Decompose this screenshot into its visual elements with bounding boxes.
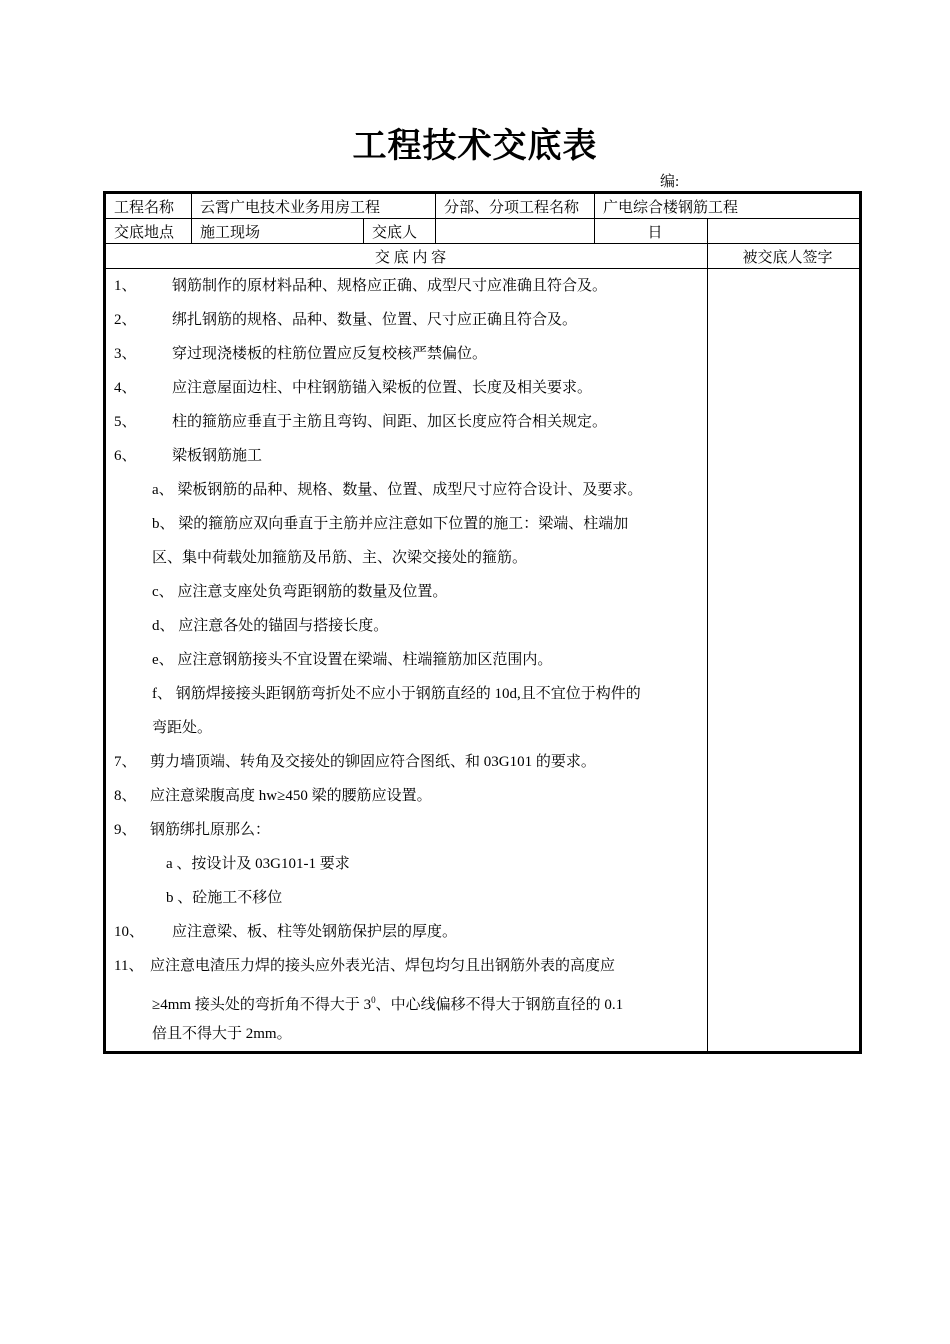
- list-item: 8、 应注意梁腹高度 hw≥450 梁的腰筋应设置。: [114, 788, 432, 804]
- list-item: 4、 应注意屋面边柱、中柱钢筋锚入梁板的位置、长度及相关要求。: [114, 380, 593, 396]
- row-content-header: [105, 244, 861, 269]
- row-content: [105, 269, 861, 1053]
- date-value: [708, 219, 861, 244]
- sub-item: c、 应注意支座处负弯距钢筋的数量及位置。: [152, 584, 448, 600]
- sub-item: e、 应注意钢筋接头不宜设置在梁端、柱端箍筋加区范围内。: [152, 652, 553, 668]
- list-item: 2、 绑扎钢筋的规格、品种、数量、位置、尺寸应正确且符合及。: [114, 312, 578, 328]
- list-item: 5、 柱的箍筋应垂直于主筋且弯钩、间距、加区长度应符合相关规定。: [114, 414, 608, 430]
- list-item: 3、 穿过现浇楼板的柱筋位置应反复校核严禁偏位。: [114, 346, 488, 362]
- sub-item-value: 广电综合楼钢筋工程: [595, 193, 861, 219]
- sub-item: a 、按设计及 03G101-1 要求: [166, 856, 350, 872]
- document-title: 工程技术交底表: [352, 128, 598, 165]
- content-cell: [105, 269, 708, 1053]
- sub-item: b、 梁的箍筋应双向垂直于主筋并应注意如下位置的施工：梁端、柱端加: [152, 516, 629, 532]
- list-item: 6、 梁板钢筋施工: [114, 448, 263, 464]
- list-item-continuation: ≥4mm 接头处的弯折角不得大于 $3^0$、中心线偏移不得大于钢筋直径的 0.1: [152, 995, 624, 1013]
- project-name-value: 云霄广电技术业务用房工程: [192, 193, 436, 219]
- sub-item-label: 分部、分项工程名称: [436, 193, 595, 219]
- list-item: 1、 钢筋制作的原材料品种、规格应正确、成型尺寸应准确且符合及。: [114, 278, 608, 294]
- list-item-continuation: 倍且不得大于 2mm。: [152, 1026, 292, 1042]
- handover-table: [103, 191, 862, 1054]
- presenter-label: 交底人: [364, 219, 436, 244]
- location-value: 施工现场: [192, 219, 364, 244]
- signature-cell[interactable]: [708, 269, 861, 1053]
- sub-item: a、 梁板钢筋的品种、规格、数量、位置、成型尺寸应符合设计、及要求。: [152, 482, 643, 498]
- list-item: 9、 钢筋绑扎原那么：: [114, 822, 271, 838]
- row-project: [105, 193, 861, 219]
- sub-item-continuation: 区、集中荷载处加箍筋及吊筋、主、次梁交接处的箍筋。: [152, 550, 528, 566]
- row-location: [105, 219, 861, 244]
- sub-item: b 、砼施工不移位: [166, 890, 283, 906]
- code-label: 编:: [660, 174, 680, 190]
- presenter-value: [436, 219, 595, 244]
- sub-item-continuation: 弯距处。: [152, 720, 213, 736]
- location-label: 交底地点: [105, 219, 192, 244]
- sub-item: d、 应注意各处的锚固与搭接长度。: [152, 618, 389, 634]
- list-item: 7、 剪力墙顶端、转角及交接处的铆固应符合图纸、和 03G101 的要求。: [114, 754, 596, 770]
- signature-header: 被交底人签字: [708, 244, 861, 269]
- date-label: 日: [595, 219, 708, 244]
- list-item: 11、 应注意电渣压力焊的接头应外表光洁、焊包均匀且出钢筋外表的高度应: [114, 958, 616, 974]
- content-header: 交 底 内 容: [105, 244, 708, 269]
- project-name-label: 工程名称: [105, 193, 192, 219]
- sub-item: f、 钢筋焊接接头距钢筋弯折处不应小于钢筋直经的 10d,且不宜位于构件的: [152, 686, 641, 702]
- list-item: 10、 应注意梁、板、柱等处钢筋保护层的厚度。: [114, 924, 458, 940]
